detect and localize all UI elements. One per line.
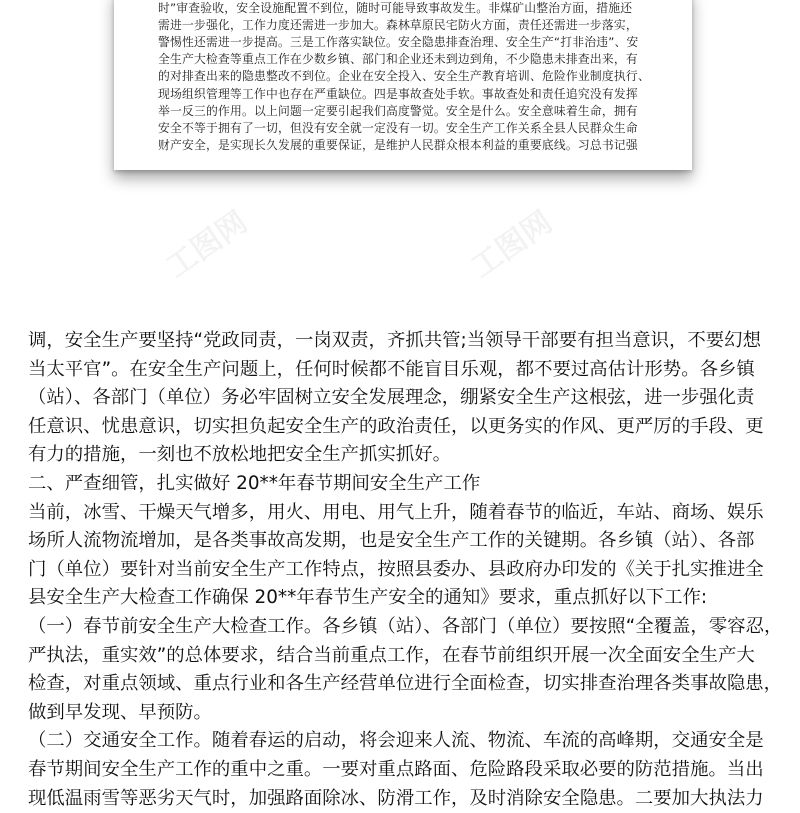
card-line: 警惕性还需进一步提高。三是工作落实缺位。安全隐患排查治理、安全生产“打非治违”、安 bbox=[158, 34, 658, 51]
body-line: 做到早发现、早预防。 bbox=[28, 699, 780, 728]
card-line: 需进一步强化，工作力度还需进一步加大。森林草原民宅防火方面，责任还需进一步落实， bbox=[158, 17, 658, 34]
document-body bbox=[28, 327, 780, 813]
card-line: 时”审查验收，安全设施配置不到位，随时可能导致事故发生。非煤矿山整治方面，措施还 bbox=[158, 0, 658, 17]
watermark: 工图网 bbox=[156, 198, 255, 286]
subsection-line: （二）交通安全工作。随着春运的启动，将会迎来人流、物流、车流的高峰期，交通安全是 bbox=[28, 727, 780, 756]
document-page-image bbox=[114, 0, 692, 170]
card-line: 举一反三的作用。以上问题一定要引起我们高度警觉。安全是什么。安全意味着生命，拥有 bbox=[158, 103, 658, 120]
body-line: 严执法，重实效”的总体要求，结合当前重点工作，在春节前组织开展一次全面安全生产大 bbox=[28, 642, 780, 671]
body-line: 县安全生产大检查工作确保 20**年春节生产安全的通知》要求，重点抓好以下工作: bbox=[28, 584, 780, 613]
watermark: 工图网 bbox=[461, 198, 560, 286]
body-line: 门（单位）要针对当前安全生产工作特点，按照县委办、县政府办印发的《关于扎实推进全 bbox=[28, 556, 780, 585]
card-line: 的对排查出来的隐患整改不到位。企业在安全投入、安全生产教育培训、危险作业制度执行、 bbox=[158, 68, 658, 85]
body-line: 春节期间安全生产工作的重中之重。一要对重点路面、危险路段采取必要的防范措施。当出 bbox=[28, 756, 780, 785]
body-line: 检查，对重点领域、重点行业和各生产经营单位进行全面检查，切实排查治理各类事故隐患， bbox=[28, 670, 780, 699]
body-line: 场所人流物流增加，是各类事故高发期，也是安全生产工作的关键期。各乡镇（站）、各部 bbox=[28, 527, 780, 556]
document-page-text bbox=[158, 0, 658, 154]
body-line: 当前，冰雪、干燥天气增多，用火、用电、用气上升，随着春节的临近，车站、商场、娱乐 bbox=[28, 499, 780, 528]
section-heading: 二、严查细管，扎实做好 20**年春节期间安全生产工作 bbox=[28, 470, 780, 499]
body-line: 任意识、忧患意识，切实担负起安全生产的政治责任，以更务实的作风、更严厉的手段、更 bbox=[28, 413, 780, 442]
body-line: 当太平官”。在安全生产问题上，任何时候都不能盲目乐观，都不要过高估计形势。各乡镇 bbox=[28, 356, 780, 385]
card-line: 安全不等于拥有了一切，但没有安全就一定没有一切。安全生产工作关系全县人民群众生命 bbox=[158, 120, 658, 137]
body-line: 有力的措施，一刻也不放松地把安全生产抓实抓好。 bbox=[28, 441, 780, 470]
body-line: 现低温雨雪等恶劣天气时，加强路面除冰、防滑工作，及时消除安全隐患。二要加大执法力 bbox=[28, 785, 780, 813]
card-line: 全生产大检查等重点工作在少数乡镇、部门和企业还未到边到角，不少隐患未排查出来，有 bbox=[158, 51, 658, 68]
body-line: （站）、各部门（单位）务必牢固树立安全发展理念，绷紧安全生产这根弦，进一步强化责 bbox=[28, 384, 780, 413]
card-line: 财产安全，是实现长久发展的重要保证，是维护人民群众根本利益的重要底线。习总书记强 bbox=[158, 137, 658, 154]
body-line: 调，安全生产要坚持“党政同责，一岗双责，齐抓共管;当领导干部要有担当意识，不要幻想 bbox=[28, 327, 780, 356]
subsection-line: （一）春节前安全生产大检查工作。各乡镇（站）、各部门（单位）要按照“全覆盖，零容忍， bbox=[28, 613, 780, 642]
card-line: 现场组织管理等工作中也存在严重缺位。四是事故查处手软。事故查处和责任追究没有发挥 bbox=[158, 86, 658, 103]
